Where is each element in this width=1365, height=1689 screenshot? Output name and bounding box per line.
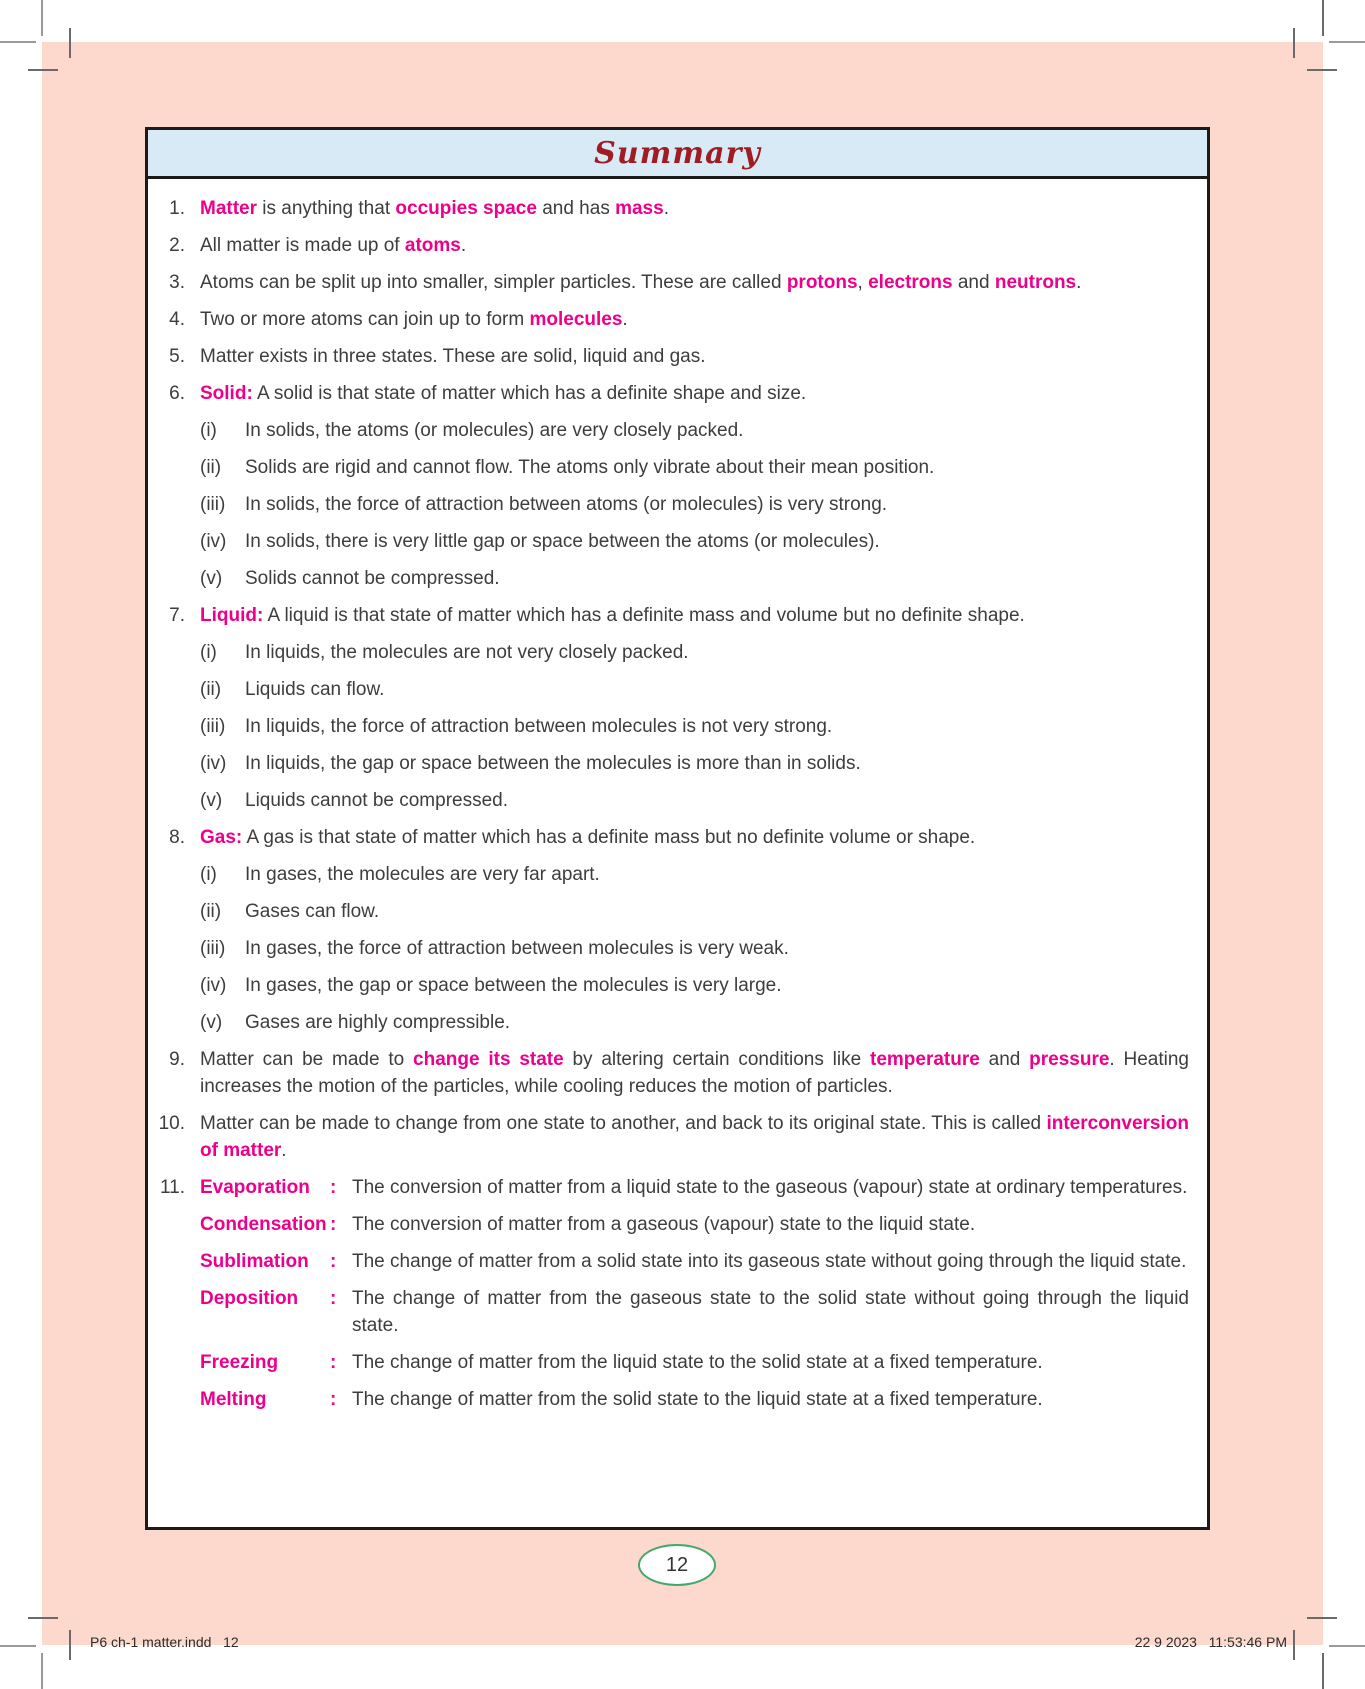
item-number: 7.	[169, 605, 185, 626]
item-body	[200, 195, 1189, 222]
subitem-label: (iii)	[200, 716, 226, 737]
item-body	[200, 232, 1189, 259]
crop-mark-top-left-h	[0, 41, 36, 43]
subitem-label: (v)	[200, 1012, 223, 1033]
sub-list-item	[200, 639, 1189, 666]
crop-mark-bottom-right-h	[1329, 1645, 1365, 1647]
highlight-term: electrons	[868, 272, 953, 293]
highlight-term: mass	[615, 198, 664, 219]
item-text	[200, 380, 1189, 407]
text-run: All matter is made up of	[200, 235, 405, 256]
list-item	[155, 306, 1189, 333]
definition-colon: :	[330, 1177, 337, 1198]
item-number: 6.	[169, 383, 185, 404]
sub-list-item	[200, 972, 1189, 999]
subitem-label: (iv)	[200, 975, 227, 996]
sub-list-item	[200, 1009, 1189, 1036]
subitem-text: Gases are highly compressible.	[245, 1012, 511, 1033]
definition-colon: :	[330, 1251, 337, 1272]
text-run: Matter can be made to	[200, 1049, 414, 1070]
list-item	[155, 1110, 1189, 1164]
subitem-text: In gases, the force of attraction between molecules is very weak.	[245, 938, 789, 959]
sub-list-item	[200, 750, 1189, 777]
highlight-term: atoms	[404, 235, 461, 256]
text-run: . Heating increases the motion of the particles, while cooling reduces the motion of particles.	[200, 1049, 1189, 1097]
definition-term: Melting	[200, 1389, 267, 1410]
item-body	[200, 602, 1189, 814]
definition-term: Evaporation	[200, 1177, 310, 1198]
sub-list-item	[200, 491, 1189, 518]
subitem-label: (iii)	[200, 494, 226, 515]
text-run: .	[663, 198, 669, 219]
crop-mark-top-right-v	[1322, 0, 1324, 36]
item-number: 5.	[169, 346, 185, 367]
subitem-label: (v)	[200, 568, 223, 589]
text-run: and	[952, 272, 995, 293]
text-run: .	[1076, 272, 1082, 293]
item-number: 4.	[169, 309, 185, 330]
crop-mark-top-left-v	[41, 0, 43, 36]
paper-content-layer	[42, 42, 1323, 1645]
subitem-label: (ii)	[200, 901, 222, 922]
footer-left: P6 ch-1 matter.indd 12	[90, 1634, 239, 1650]
footer-right: 22 9 2023 11:53:46 PM	[1134, 1634, 1287, 1650]
highlight-term: Gas:	[200, 827, 243, 848]
sub-list-item	[200, 861, 1189, 888]
highlight-term: occupies space	[395, 198, 537, 219]
text-run: A solid is that state of matter which has a definite shape and size.	[252, 383, 807, 404]
definition-row	[200, 1386, 1189, 1413]
text-run: .	[460, 235, 467, 256]
subitem-text: Solids are rigid and cannot flow. The atoms only vibrate about their mean position.	[245, 457, 935, 478]
definition-text: The change of matter from the liquid state to the solid state at a fixed temperature.	[352, 1352, 1043, 1373]
subitem-label: (iv)	[200, 531, 227, 552]
text-run: and has	[536, 198, 616, 219]
item-text	[200, 1046, 1189, 1100]
subitem-label: (iii)	[200, 938, 226, 959]
list-item	[155, 1046, 1189, 1100]
item-body	[200, 824, 1189, 1036]
subitem-label: (i)	[200, 420, 217, 441]
sub-list-item	[200, 528, 1189, 555]
text-run: .	[281, 1140, 287, 1161]
subitem-label: (iv)	[200, 753, 227, 774]
item-body	[200, 1046, 1189, 1100]
text-run: Two or more atoms can join up to form	[200, 309, 530, 330]
list-item	[155, 824, 1189, 1036]
definition-text: The change of matter from the gaseous state to the solid state without going through the liquid state.	[352, 1288, 1189, 1336]
subitem-text: In solids, the atoms (or molecules) are very closely packed.	[245, 420, 744, 441]
item-number: 11.	[159, 1177, 185, 1198]
subitem-label: (i)	[200, 864, 217, 885]
item-body	[200, 380, 1189, 592]
subitem-label: (ii)	[200, 679, 222, 700]
list-item	[155, 380, 1189, 592]
definition-text: The conversion of matter from a liquid state to the gaseous (vapour) state at ordinary temperatures.	[352, 1177, 1188, 1198]
subitem-text: In liquids, the molecules are not very closely packed.	[245, 642, 689, 663]
definition-colon: :	[330, 1288, 337, 1309]
highlight-term: temperature	[870, 1049, 980, 1070]
definition-row	[200, 1248, 1189, 1275]
definition-text: The conversion of matter from a gaseous (vapour) state to the liquid state.	[352, 1214, 976, 1235]
list-item	[155, 232, 1189, 259]
definition-row	[200, 1349, 1189, 1376]
definition-text: The change of matter from a solid state into its gaseous state without going through the liquid state.	[352, 1251, 1187, 1272]
summary-title: Summary	[594, 135, 761, 171]
text-run: and	[979, 1049, 1030, 1070]
text-run: A liquid is that state of matter which has a definite mass and volume but no definite shape.	[263, 605, 1025, 626]
sub-list-item	[200, 713, 1189, 740]
item-body	[200, 269, 1189, 296]
definition-term: Sublimation	[200, 1251, 309, 1272]
sub-list-item	[200, 454, 1189, 481]
subitem-text: In solids, there is very little gap or space between the atoms (or molecules).	[245, 531, 880, 552]
definition-row	[200, 1211, 1189, 1238]
list-item	[155, 1174, 1189, 1413]
text-run: is anything that	[257, 198, 396, 219]
subitem-text: Gases can flow.	[245, 901, 380, 922]
item-body	[200, 1110, 1189, 1164]
text-run: ,	[857, 272, 869, 293]
highlight-term: pressure	[1029, 1049, 1110, 1070]
definition-text: The change of matter from the solid state to the liquid state at a fixed temperature.	[352, 1389, 1043, 1410]
definition-colon: :	[330, 1352, 337, 1373]
list-item	[155, 269, 1189, 296]
item-body	[200, 306, 1189, 333]
item-number: 2.	[169, 235, 185, 256]
subitem-label: (v)	[200, 790, 223, 811]
summary-header	[148, 130, 1207, 179]
crop-mark-bottom-left-v	[41, 1653, 43, 1689]
text-run: Matter exists in three states. These are solid, liquid and gas.	[200, 346, 706, 367]
subitem-text: In gases, the molecules are very far apart.	[245, 864, 600, 885]
item-text	[200, 232, 1189, 259]
highlight-term: molecules	[529, 309, 623, 330]
definition-colon: :	[330, 1389, 337, 1410]
sub-list-item	[200, 898, 1189, 925]
item-text	[200, 306, 1189, 333]
item-number: 1.	[169, 198, 185, 219]
item-text	[200, 269, 1189, 296]
item-number: 10.	[158, 1113, 185, 1134]
highlight-term: interconversion of matter	[200, 1113, 1189, 1161]
crop-mark-top-right-h	[1329, 41, 1365, 43]
highlight-term: Matter	[200, 198, 258, 219]
sub-list-item	[200, 787, 1189, 814]
highlight-term: Solid:	[200, 383, 253, 404]
sub-list-item	[200, 417, 1189, 444]
definition-row	[200, 1174, 1189, 1201]
subitem-label: (i)	[200, 642, 217, 663]
subitem-text: Liquids cannot be compressed.	[245, 790, 508, 811]
summary-list	[148, 179, 1207, 1421]
subitem-text: Solids cannot be compressed.	[245, 568, 500, 589]
subitem-text: Liquids can flow.	[245, 679, 385, 700]
text-run: Atoms can be split up into smaller, simpler particles. These are called	[200, 272, 787, 293]
highlight-term: neutrons	[994, 272, 1077, 293]
highlight-term: Liquid:	[200, 605, 264, 626]
definition-term: Condensation	[200, 1214, 327, 1235]
subitem-text: In solids, the force of attraction between atoms (or molecules) is very strong.	[245, 494, 888, 515]
item-text	[200, 824, 1189, 851]
definition-term: Freezing	[200, 1352, 279, 1373]
summary-box	[145, 127, 1210, 1530]
page-number: 12	[665, 1553, 689, 1576]
subitem-text: In liquids, the force of attraction between molecules is not very strong.	[245, 716, 833, 737]
list-item	[155, 343, 1189, 370]
item-body	[200, 1174, 1189, 1413]
item-text	[200, 602, 1189, 629]
text-run: Matter can be made to change from one state to another, and back to its original state. This is called	[200, 1113, 1047, 1134]
subitem-label: (ii)	[200, 457, 222, 478]
page-number-badge	[638, 1544, 716, 1586]
definition-colon: :	[330, 1214, 337, 1235]
highlight-term: change its state	[413, 1049, 564, 1070]
text-run: .	[622, 309, 628, 330]
sub-list-item	[200, 676, 1189, 703]
item-number: 9.	[169, 1049, 185, 1070]
item-number: 8.	[169, 827, 185, 848]
list-item	[155, 195, 1189, 222]
sub-list-item	[200, 565, 1189, 592]
definition-term: Deposition	[200, 1288, 299, 1309]
crop-mark-bottom-right-v	[1322, 1653, 1324, 1689]
item-body	[200, 343, 1189, 370]
subitem-text: In liquids, the gap or space between the molecules is more than in solids.	[245, 753, 861, 774]
crop-mark-bottom-left-h	[0, 1645, 36, 1647]
subitem-text: In gases, the gap or space between the molecules is very large.	[245, 975, 782, 996]
definition-row	[200, 1285, 1189, 1339]
list-item	[155, 602, 1189, 814]
item-text	[200, 343, 1189, 370]
text-run: A gas is that state of matter which has a definite mass but no definite volume or shape.	[242, 827, 976, 848]
item-number: 3.	[169, 272, 185, 293]
text-run: by altering certain conditions like	[563, 1049, 870, 1070]
sub-list-item	[200, 935, 1189, 962]
item-text	[200, 1110, 1189, 1164]
item-text	[200, 195, 1189, 222]
highlight-term: protons	[786, 272, 858, 293]
